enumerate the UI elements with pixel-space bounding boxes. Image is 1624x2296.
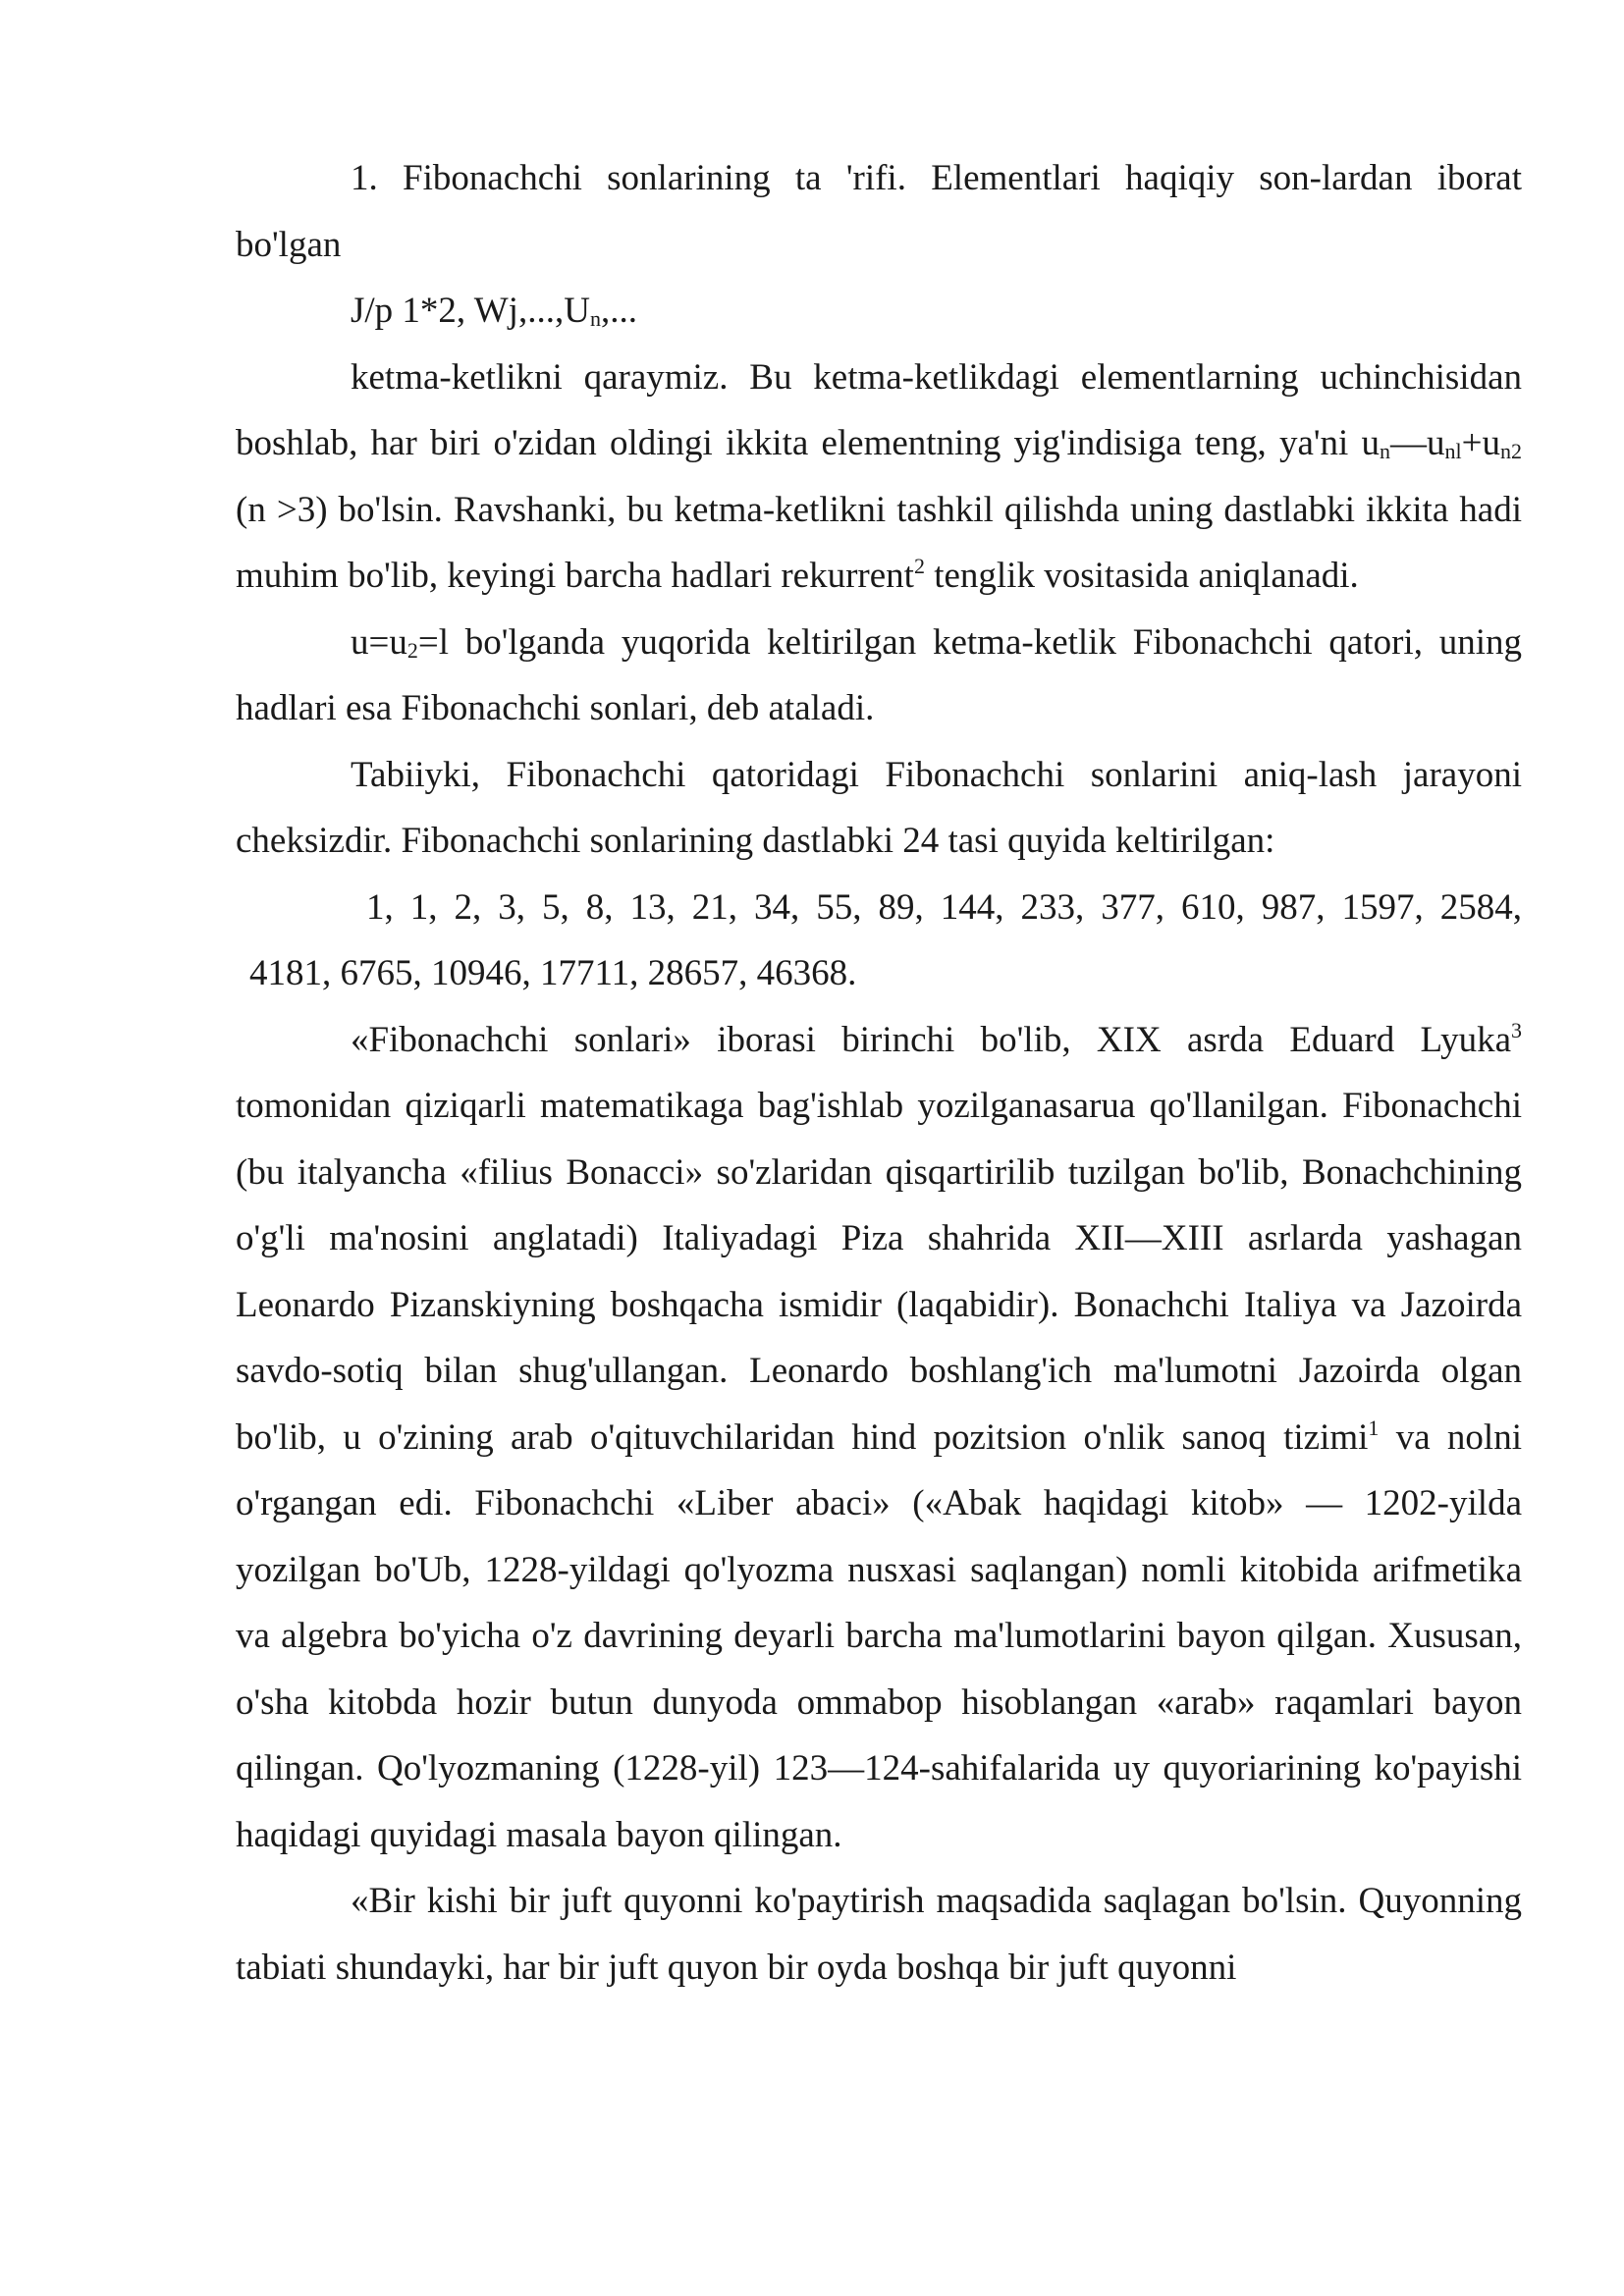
history-text-a: «Fibonachchi sonlari» iborasi birinchi bo'lib, XIX asrda Eduard Lyuka	[351, 1019, 1511, 1060]
numbers-text-1: 1, 1, 2, 3, 5, 8, 13, 21, 34, 55, 89, 144, 233, 377, 610, 987, 1597, 2584,	[366, 886, 1522, 928]
paragraph-definition-heading	[236, 145, 1522, 212]
footnote-ref-2: 2	[913, 554, 925, 578]
paragraph-recurrence	[236, 345, 1522, 610]
paragraph-fibonacci-series	[236, 610, 1522, 742]
history-text-b: tomonidan qiziqarli matematikaga bag'ishlab yozilganasarua qo'llanilgan. Fibonachchi (bu italyancha «filius Bonacci» so'zlaridan qisqartirilib tuzilgan bo'lib, Bonachchining o'g'li ma'nosini anglatadi) Italiyadagi Piza shahrida XII—XIII asrlarda yashagan Leonardo Pizanskiyning boshqacha ismidir (laqabidir). Bonachchi Italiya va Jazoirda savdo-sotiq bilan shug'ullangan. Leonardo boshlang'ich ma'lumotni Jazoirda olgan bo'lib, u o'zining arab o'qituvchilaridan hind pozitsion o'nlik sanoq tizimi	[236, 1086, 1522, 1458]
numbers-text-2: 4181, 6765, 10946, 17711, 28657, 46368.	[249, 953, 857, 993]
history-text-c: va nolni o'rgangan edi. Fibonachchi «Liber abaci» («Abak haqidagi kitob» — 1202-yilda yozilgan bo'Ub, 1228-yildagi qo'lyozma nusxasi saqlangan) nomli kitobida arifmetika va algebra bo'yicha o'z davrining deyarli barcha ma'lumotlarini bayon qilgan. Xususan, o'sha kitobda hozir butun dunyoda ommabop hisoblangan «arab» raqamlari bayon qilingan. Qo'lyozmaning (1228-yil) 123—124-sahifalarida uy quyoriarining ko'payishi haqidagi quyidagi masala bayon qilingan.	[236, 1416, 1522, 1855]
recurrence-text-d: (n >3) bo'lsin. Ravshanki, bu ketma-ketlikni tashkil qilishda uning dastlabki ikkita hadi muhim bo'lib, keyingi barcha hadlari rekurrent	[236, 489, 1522, 596]
fibonacci-numbers-line-2	[236, 940, 1522, 1007]
formula-tail: ,...	[600, 291, 637, 331]
series-text-a: u=u	[351, 621, 407, 663]
rabbit-problem-text: «Bir kishi bir juft quyonni ko'paytirish maqsadida saqlagan bo'lsin. Quyonning tabiati shundayki, har bir juft quyon bir oyda boshqa bir juft quyonni	[236, 1881, 1522, 1988]
recurrence-text-c: +u	[1461, 423, 1500, 463]
subscript-2: 2	[406, 637, 418, 663]
paragraph-rabbit-problem	[236, 1868, 1522, 2001]
subscript-n1: nl	[1444, 439, 1462, 463]
subscript-n2: n2	[1500, 439, 1522, 463]
recurrence-text-a: ketma-ketlikni qaraymiz. Bu ketma-ketlikdagi elementlarning uchinchisidan boshlab, har biri o'zidan oldingi ikkita elementning yig'indisiga teng, ya'ni u	[236, 356, 1522, 463]
sequence-formula	[236, 278, 1522, 345]
fibonacci-numbers-line-1	[236, 875, 1522, 941]
paragraph-history	[236, 1007, 1522, 1869]
infinite-text: Tabiiyki, Fibonachchi qatoridagi Fibonachchi sonlarini aniq-lash jarayoni cheksizdir. Fibonachchi sonlarining dastlabki 24 tasi quyida keltirilgan:	[236, 754, 1522, 861]
footnote-ref-3: 3	[1511, 1017, 1522, 1042]
paragraph-infinite	[236, 742, 1522, 875]
footnote-ref-1: 1	[1368, 1415, 1380, 1440]
continuation-text: bo'lgan	[236, 224, 342, 265]
paragraph-continuation	[236, 212, 1522, 279]
formula-subscript: n	[589, 306, 601, 331]
definition-heading-text: 1. Fibonachchi sonlarining ta 'rifi. Elementlari haqiqiy son-lardan iborat	[351, 158, 1522, 198]
series-text-b: =l bo'lganda yuqorida keltirilgan ketma-ketlik Fibonachchi qatori, uning hadlari esa Fibonachchi sonlari, deb ataladi.	[236, 621, 1522, 728]
subscript-n: n	[1380, 439, 1390, 463]
document-page	[236, 145, 1522, 2001]
recurrence-text-e: tenglik vositasida aniqlanadi.	[924, 556, 1359, 596]
recurrence-text-b: —u	[1390, 423, 1445, 463]
formula-text: J/p 1*2, Wj,...,U	[351, 291, 590, 331]
